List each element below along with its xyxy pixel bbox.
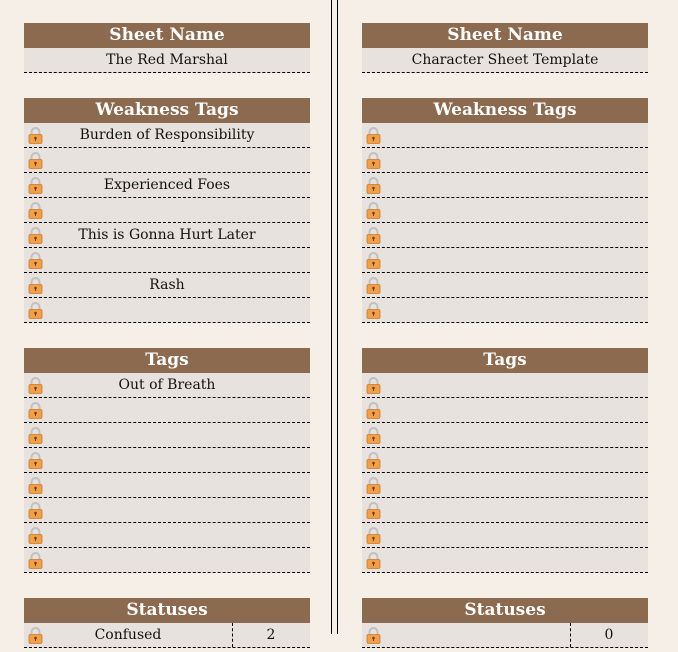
- tag-row[interactable]: [24, 473, 310, 498]
- weakness-tags-header: Weakness Tags: [24, 98, 310, 123]
- weakness-tag-label: Rash: [149, 277, 185, 293]
- tag-row[interactable]: [24, 373, 310, 398]
- lock-icon[interactable]: [28, 427, 43, 444]
- lock-icon[interactable]: [28, 177, 43, 194]
- lock-icon[interactable]: [28, 202, 43, 219]
- lock-icon[interactable]: [366, 377, 381, 394]
- tags-section: [362, 348, 648, 573]
- lock-icon[interactable]: [366, 277, 381, 294]
- weakness-tag-row[interactable]: [362, 198, 648, 223]
- weakness-tag-label: Experienced Foes: [103, 177, 231, 193]
- lock-icon[interactable]: [366, 427, 381, 444]
- weakness-tag-row[interactable]: [362, 148, 648, 173]
- tags-header: Tags: [362, 348, 648, 373]
- sheet-name-section: [24, 23, 310, 73]
- weakness-tag-label: Burden of Responsibility: [79, 127, 255, 143]
- sheet-name-value-cell[interactable]: [24, 48, 310, 73]
- statuses-section: [24, 598, 310, 648]
- tag-row[interactable]: [24, 423, 310, 448]
- weakness-tag-row[interactable]: [24, 123, 310, 148]
- tag-row[interactable]: [362, 523, 648, 548]
- lock-icon[interactable]: [366, 452, 381, 469]
- lock-icon[interactable]: [28, 452, 43, 469]
- weakness-tag-row[interactable]: [24, 148, 310, 173]
- weakness-tag-row[interactable]: [24, 223, 310, 248]
- lock-icon[interactable]: [366, 227, 381, 244]
- lock-icon[interactable]: [366, 152, 381, 169]
- status-name: Confused: [94, 627, 162, 643]
- tag-row[interactable]: [362, 448, 648, 473]
- status-row[interactable]: [362, 623, 648, 648]
- lock-icon[interactable]: [28, 227, 43, 244]
- tag-row[interactable]: [362, 548, 648, 573]
- sheet-name-value-cell[interactable]: [362, 48, 648, 73]
- weakness-tags-section: [362, 98, 648, 323]
- lock-icon[interactable]: [366, 402, 381, 419]
- statuses-section: [362, 598, 648, 648]
- tag-row[interactable]: [24, 548, 310, 573]
- weakness-tag-label: This is Gonna Hurt Later: [78, 227, 256, 243]
- sheet-name-section: [362, 23, 648, 73]
- statuses-header: Statuses: [24, 598, 310, 623]
- right-character-sheet: [362, 23, 648, 648]
- status-value: 2: [266, 627, 276, 643]
- weakness-tag-row[interactable]: [24, 248, 310, 273]
- statuses-header: Statuses: [362, 598, 648, 623]
- tag-row[interactable]: [362, 373, 648, 398]
- sheet-name-value: Character Sheet Template: [411, 52, 599, 68]
- lock-icon[interactable]: [366, 127, 381, 144]
- tag-row[interactable]: [24, 448, 310, 473]
- tag-label: Out of Breath: [118, 377, 216, 393]
- weakness-tags-header: Weakness Tags: [362, 98, 648, 123]
- sheet-name-header: Sheet Name: [362, 23, 648, 48]
- tag-row[interactable]: [24, 498, 310, 523]
- lock-icon[interactable]: [28, 377, 43, 394]
- lock-icon[interactable]: [366, 502, 381, 519]
- tag-row[interactable]: [362, 423, 648, 448]
- lock-icon[interactable]: [28, 277, 43, 294]
- weakness-tag-row[interactable]: [362, 173, 648, 198]
- lock-icon[interactable]: [366, 202, 381, 219]
- left-character-sheet: [24, 23, 310, 648]
- sheet-name-value: The Red Marshal: [106, 52, 228, 68]
- weakness-tag-row[interactable]: [24, 198, 310, 223]
- lock-icon[interactable]: [366, 177, 381, 194]
- tags-header: Tags: [24, 348, 310, 373]
- lock-icon[interactable]: [28, 152, 43, 169]
- lock-icon[interactable]: [28, 552, 43, 569]
- weakness-tag-row[interactable]: [24, 298, 310, 323]
- sheet-name-header: Sheet Name: [24, 23, 310, 48]
- lock-icon[interactable]: [28, 527, 43, 544]
- lock-icon[interactable]: [28, 302, 43, 319]
- tag-row[interactable]: [362, 473, 648, 498]
- status-row[interactable]: [24, 623, 310, 648]
- lock-icon[interactable]: [366, 552, 381, 569]
- weakness-tag-row[interactable]: [24, 273, 310, 298]
- weakness-tag-row[interactable]: [362, 298, 648, 323]
- weakness-tag-row[interactable]: [362, 248, 648, 273]
- status-value: 0: [604, 627, 614, 643]
- lock-icon[interactable]: [366, 627, 381, 644]
- lock-icon[interactable]: [28, 127, 43, 144]
- weakness-tag-row[interactable]: [362, 123, 648, 148]
- lock-icon[interactable]: [366, 252, 381, 269]
- lock-icon[interactable]: [28, 477, 43, 494]
- weakness-tag-row[interactable]: [362, 273, 648, 298]
- weakness-tag-row[interactable]: [24, 173, 310, 198]
- tags-section: [24, 348, 310, 573]
- lock-icon[interactable]: [366, 477, 381, 494]
- column-divider: [331, 0, 332, 634]
- tag-row[interactable]: [362, 498, 648, 523]
- lock-icon[interactable]: [28, 402, 43, 419]
- tag-row[interactable]: [24, 398, 310, 423]
- tag-row[interactable]: [362, 398, 648, 423]
- weakness-tags-section: [24, 98, 310, 323]
- lock-icon[interactable]: [28, 252, 43, 269]
- tag-row[interactable]: [24, 523, 310, 548]
- lock-icon[interactable]: [28, 502, 43, 519]
- lock-icon[interactable]: [366, 527, 381, 544]
- weakness-tag-row[interactable]: [362, 223, 648, 248]
- column-divider: [337, 0, 338, 634]
- lock-icon[interactable]: [366, 302, 381, 319]
